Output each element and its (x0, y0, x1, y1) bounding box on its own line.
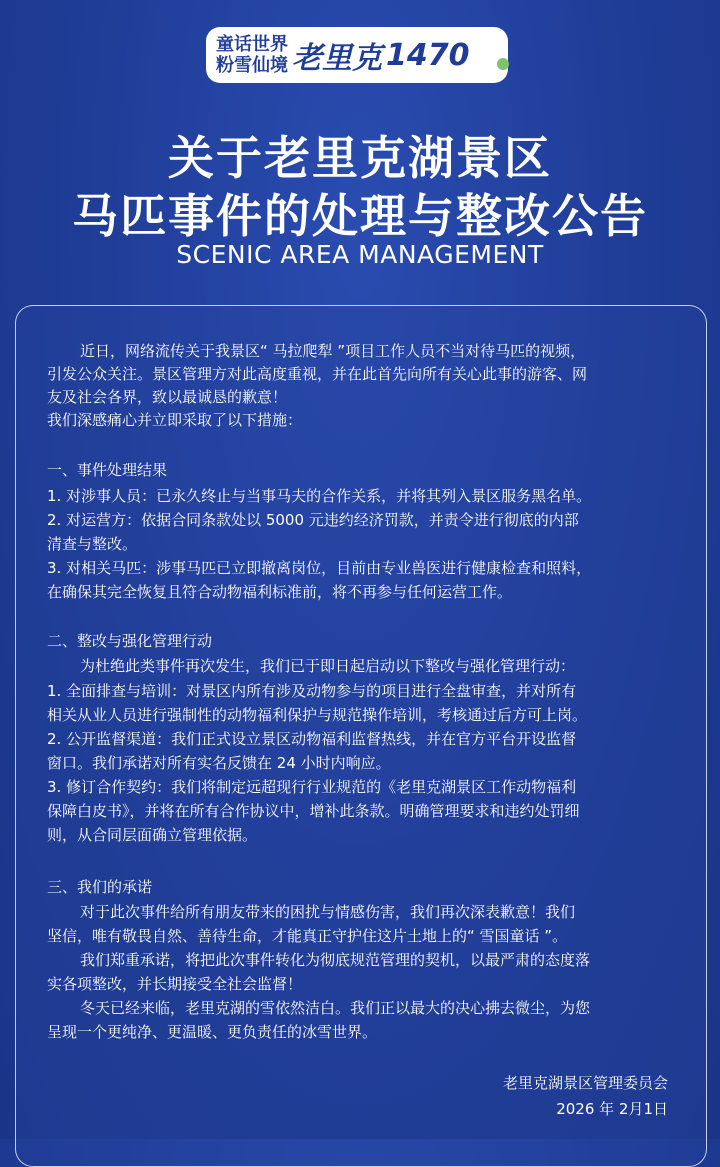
section-line: 清查与整改。 (47, 535, 138, 553)
section-line: 1. 对涉事人员：已永久终止与当事马夫的合作关系，并将其列入景区服务黑名单。 (47, 487, 592, 505)
logo-brand: 老里克 (292, 41, 382, 76)
section-line: 窗口。我们承诺对所有实名反馈在 24 小时内响应。 (47, 754, 391, 772)
logo-slogan-line1: 童话世界 (216, 34, 288, 55)
section-line: 对于此次事件给所有朋友带来的困扰与情感伤害，我们再次深表歉意！我们 (80, 903, 576, 921)
intro-line: 我们深感痛心并立即采取了以下措施： (47, 411, 303, 429)
logo-slogan-line2: 粉雪仙境 (216, 55, 288, 76)
section-line: 为杜绝此类事件再次发生，我们已于即日起启动以下整改与强化管理行动： (80, 657, 576, 675)
intro-line: 近日，网络流传关于我景区“ 马拉爬犁 ”项目工作人员不当对待马匹的视频， (80, 342, 586, 360)
section-heading: 二、整改与强化管理行动 (47, 632, 213, 650)
section-line: 保障白皮书》，并将在所有合作协议中，增补此条款。明确管理要求和违约处罚细 (47, 802, 580, 820)
signature-date: 2026 年 2月1日 (556, 1100, 668, 1118)
logo-slogan (216, 34, 288, 76)
intro-line: 友及社会各界，致以最诚恳的歉意！ (47, 388, 288, 406)
leaf-icon (496, 57, 510, 71)
section-line: 2. 对运营方：依据合同条款处以 5000 元违约经济罚款，并责令进行彻底的内部 (47, 511, 579, 529)
section-line: 坚信，唯有敬畏自然、善待生命，才能真正守护住这片土地上的“ 雪国童话 ”。 (47, 927, 568, 945)
section-line: 相关从业人员进行强制性的动物福利保护与规范操作培训，考核通过后方可上岗。 (47, 706, 588, 724)
section-line: 3. 修订合作契约：我们将制定远超现行行业规范的《老里克湖景区工作动物福利 (47, 778, 577, 796)
page-subtitle: SCENIC AREA MANAGEMENT (176, 240, 544, 269)
section-line: 3. 对相关马匹：涉事马匹已立即撤离岗位，目前由专业兽医进行健康检查和照料， (47, 559, 592, 577)
logo (206, 27, 508, 83)
section-line: 在确保其完全恢复且符合动物福利标准前，将不再参与任何运营工作。 (47, 583, 513, 601)
section-line: 实各项整改，并长期接受全社会监督！ (47, 975, 303, 993)
section-line: 呈现一个更纯净、更温暖、更负责任的冰雪世界。 (47, 1023, 378, 1041)
page-title-line1: 关于老里克湖景区 (168, 131, 552, 185)
logo-number: 1470 (386, 37, 470, 73)
section-line: 我们郑重承诺，将把此次事件转化为彻底规范管理的契机，以最严肃的态度落 (80, 951, 591, 969)
section-heading: 一、事件处理结果 (47, 461, 168, 479)
intro-line: 引发公众关注。景区管理方对此高度重视，并在此首先向所有关心此事的游客、网 (47, 365, 588, 383)
signature-org: 老里克湖景区管理委员会 (502, 1074, 668, 1092)
section-line: 则，从合同层面确立管理依据。 (47, 826, 258, 844)
section-line: 冬天已经来临，老里克湖的雪依然洁白。我们正以最大的决心拂去微尘，为您 (80, 999, 591, 1017)
section-line: 1. 全面排查与培训：对景区内所有涉及动物参与的项目进行全盘审查，并对所有 (47, 682, 577, 700)
section-heading: 三、我们的承诺 (47, 878, 153, 896)
page-title-line2: 马匹事件的处理与整改公告 (72, 189, 648, 243)
section-line: 2. 公开监督渠道：我们正式设立景区动物福利监督热线，并在官方平台开设监督 (47, 730, 577, 748)
